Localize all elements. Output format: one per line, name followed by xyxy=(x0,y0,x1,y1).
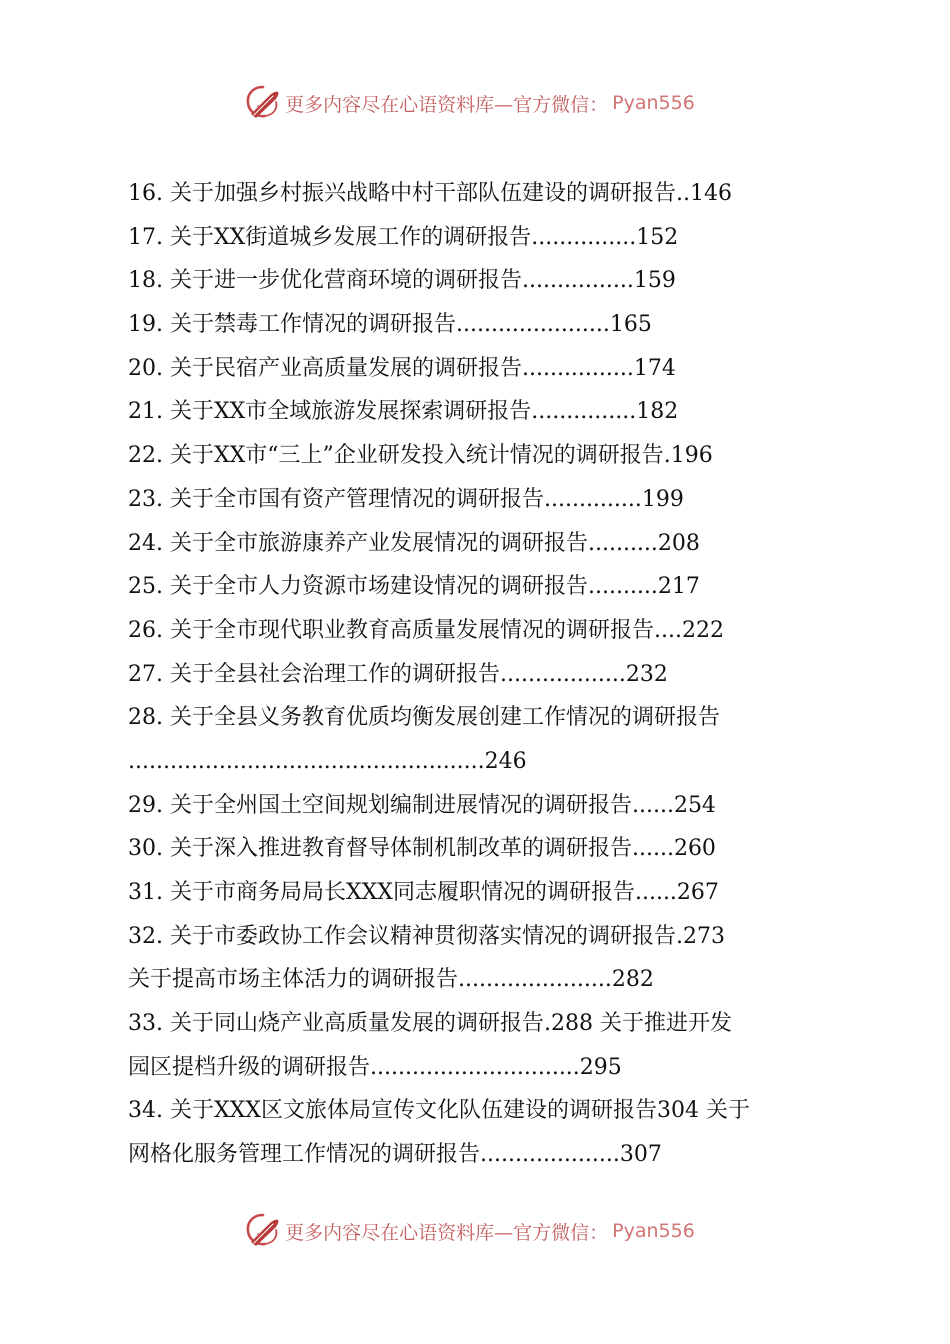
toc-line: 28. 关于全县义务教育优质均衡发展创建工作情况的调研报告 xyxy=(128,705,720,731)
toc-line: 18. 关于进一步优化营商环境的调研报告................159 xyxy=(128,268,676,294)
table-of-contents xyxy=(128,172,832,1177)
watermark-text: 更多内容尽在心语资料库—官方微信： xyxy=(285,1221,609,1244)
watermark-contact: Pyan556 xyxy=(612,1220,695,1242)
toc-line: 27. 关于全县社会治理工作的调研报告..................232 xyxy=(128,661,668,687)
toc-line: 29. 关于全州国土空间规划编制进展情况的调研报告......254 xyxy=(128,792,716,818)
toc-line: 25. 关于全市人力资源市场建设情况的调研报告..........217 xyxy=(128,574,700,600)
toc-line: 22. 关于XX市“三上”企业研发投入统计情况的调研报告.196 xyxy=(128,443,713,469)
header-watermark xyxy=(0,81,950,125)
toc-line: 关于提高市场主体活力的调研报告......................282 xyxy=(128,967,654,993)
toc-line: 32. 关于市委政协工作会议精神贯彻落实情况的调研报告.273 xyxy=(128,923,725,949)
toc-line: 23. 关于全市国有资产管理情况的调研报告..............199 xyxy=(128,486,684,512)
toc-line: 16. 关于加强乡村振兴战略中村干部队伍建设的调研报告..146 xyxy=(128,181,732,206)
toc-line: 网格化服务管理工作情况的调研报告....................307 xyxy=(128,1142,662,1168)
toc-line: 20. 关于民宿产业高质量发展的调研报告................174 xyxy=(128,355,676,381)
watermark-contact: Pyan556 xyxy=(612,92,695,114)
quill-pen-swirl-icon xyxy=(243,83,283,123)
toc-line: 33. 关于同山烧产业高质量发展的调研报告.288 关于推进开发 xyxy=(128,1011,732,1037)
toc-line: 30. 关于深入推进教育督导体制机制改革的调研报告......260 xyxy=(128,836,716,862)
toc-line: 31. 关于市商务局局长XXX同志履职情况的调研报告......267 xyxy=(128,880,719,905)
toc-line: 17. 关于XX街道城乡发展工作的调研报告...............152 xyxy=(128,224,679,250)
toc-line: ...................................................246 xyxy=(128,748,527,774)
toc-line: 26. 关于全市现代职业教育高质量发展情况的调研报告....222 xyxy=(128,617,724,643)
footer-watermark xyxy=(0,1209,950,1253)
quill-pen-swirl-icon xyxy=(243,1211,283,1251)
toc-line: 24. 关于全市旅游康养产业发展情况的调研报告..........208 xyxy=(128,530,700,556)
toc-line: 园区提档升级的调研报告..............................295 xyxy=(128,1054,622,1080)
toc-line: 21. 关于XX市全域旅游发展探索调研报告...............182 xyxy=(128,399,679,425)
watermark-text: 更多内容尽在心语资料库—官方微信： xyxy=(285,93,609,116)
toc-line: 34. 关于XXX区文旅体局宣传文化队伍建设的调研报告304 关于 xyxy=(128,1098,750,1124)
toc-line: 19. 关于禁毒工作情况的调研报告......................165 xyxy=(128,312,652,338)
